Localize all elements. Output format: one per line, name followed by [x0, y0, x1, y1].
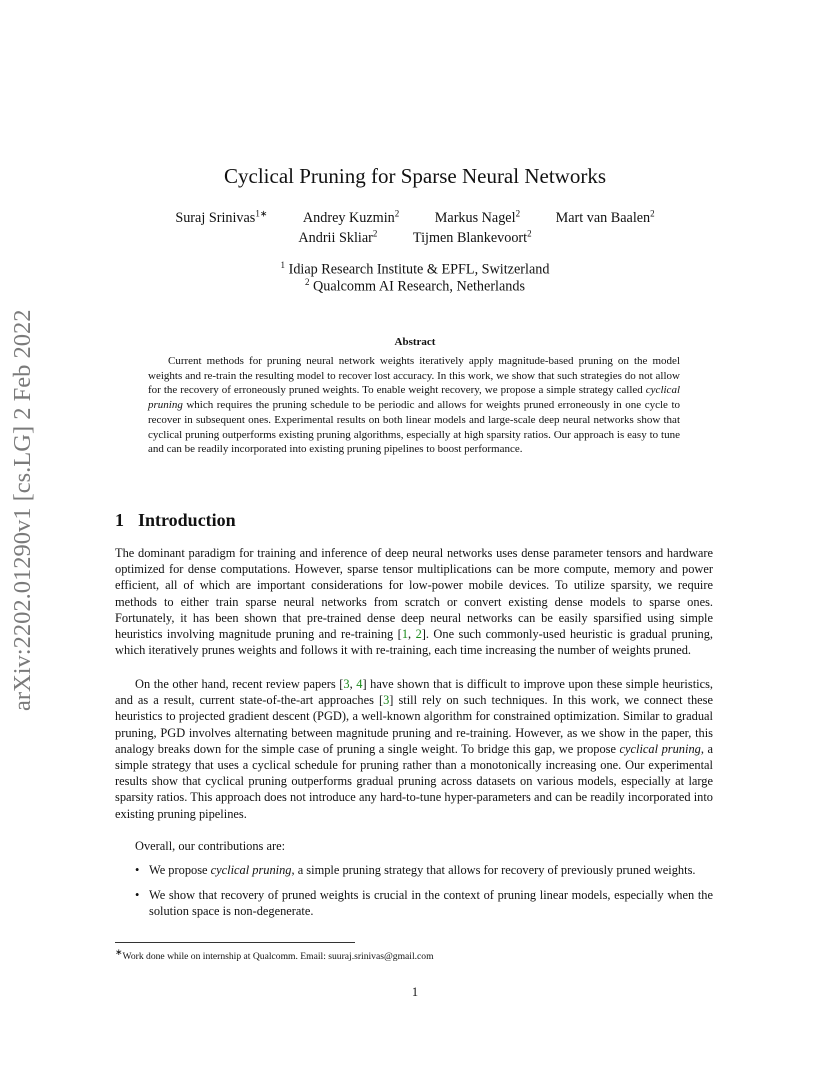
citation-link[interactable]: 2 — [415, 627, 422, 642]
paragraph: Overall, our contributions are: — [135, 839, 286, 853]
list-item: • We propose cyclical pruning, a simple pruning strategy that allows for recovery of previously pruned weights. — [135, 863, 696, 877]
paragraph: On the other hand, recent review papers [3, 4] have shown that is difficult to improve upon these simple heuristics, and as a result, current state-of-the-art approaches [3] still rely on such techniques. In this work, we connect these heuristics to projected gradient descent (PGD), a well-known algorithm for constrained optimization. Similar to gradual pruning, PGD involves alternating between magnitude pruning and re-training. However, as we show in the paper, this analogy breaks down for the simple case of pruning a single weight. To bridge this gap, we propose cyclical pruning, a simple strategy that uses a cyclical schedule for pruning rather than a monotonically increasing one. Our experimental results show that cyclical pruning outperforms gradual pruning across datasets on various models, especially at large sparsity ratios. This approach does not introduce any hard-to-tune hyper-parameters and can be readily incorporated into existing pruning pipelines. — [115, 677, 714, 821]
section-heading: 1 Introduction — [115, 510, 236, 530]
author: Andrii Skliar$^2$ — [298, 228, 378, 246]
author: Mart van Baalen$^2$ — [555, 208, 655, 226]
contribution-list — [115, 862, 713, 929]
paragraph: The dominant paradigm for training and inference of deep neural networks uses dense parameter tensors and hardware optimized for dense computations. However, sparse tensor multiplications can be more compute, memory and power efficient, all of which are important considerations for low-power mobile devices. To utilize sparsity, we require methods to either train sparse neural networks from scratch or convert existing dense models to sparse ones. Fortunately, it has been shown that pre-trained dense deep neural networks can be easily sparsified using simple heuristics involving magnitude pruning and re-training [1, 2]. One such commonly-used heuristic is gradual pruning, which iteratively prunes weights and follows it with re-training, each time increasing the number of weights pruned. — [115, 546, 714, 658]
author: Tijmen Blankevoort$^2$ — [412, 228, 532, 246]
footnote: ∗Work done while on internship at Qualcomm. Email: suuraj.srinivas@gmail.com — [115, 947, 434, 963]
authors-row-1 — [115, 208, 715, 227]
affiliation: $^2$ Qualcomm AI Research, Netherlands — [305, 277, 525, 295]
footnote-rule — [115, 942, 355, 943]
author: Suraj Srinivas$^{1∗}$ — [175, 208, 268, 226]
authors-row-2 — [115, 228, 715, 247]
citation-link[interactable]: 3 — [343, 677, 350, 691]
affiliation: $^1$ Idiap Research Institute & EPFL, Switzerland — [280, 260, 550, 278]
citation-link[interactable]: 3 — [383, 693, 390, 708]
paper-title: Cyclical Pruning for Sparse Neural Networks — [224, 164, 606, 188]
abstract-heading: Abstract — [394, 336, 436, 348]
author: Markus Nagel$^2$ — [434, 208, 521, 226]
arxiv-stamp: arXiv:2202.01290v1 [cs.LG] 2 Feb 2022 — [8, 309, 36, 711]
author: Andrey Kuzmin$^2$ — [302, 208, 400, 226]
page-number: 1 — [411, 985, 419, 999]
citation-link[interactable]: 1 — [401, 627, 409, 642]
list-item: • We show that recovery of pruned weights is crucial in the context of pruning linear models, especially when the solution space is non-degenerate. — [135, 888, 713, 919]
citation-link[interactable]: 4 — [356, 677, 363, 691]
abstract-text: Current methods for pruning neural network weights iteratively apply magnitude-based pruning on the model weights and re-train the resulting model to recover lost accuracy. In this work, we show that such strategies do not allow for the recovery of erroneously pruned weights. To enable weight recovery, we propose a simple strategy called cyclical pruning which requires the pruning schedule to be periodic and allows for weights pruned erroneously in one cycle to recover in subsequent ones. Experimental results on both linear models and large-scale deep neural networks show that cyclical pruning outperforms existing pruning algorithms, especially at high sparsity ratios. Our approach is easy to tune and can be readily incorporated into existing pruning pipelines to boost performance. — [148, 355, 680, 456]
